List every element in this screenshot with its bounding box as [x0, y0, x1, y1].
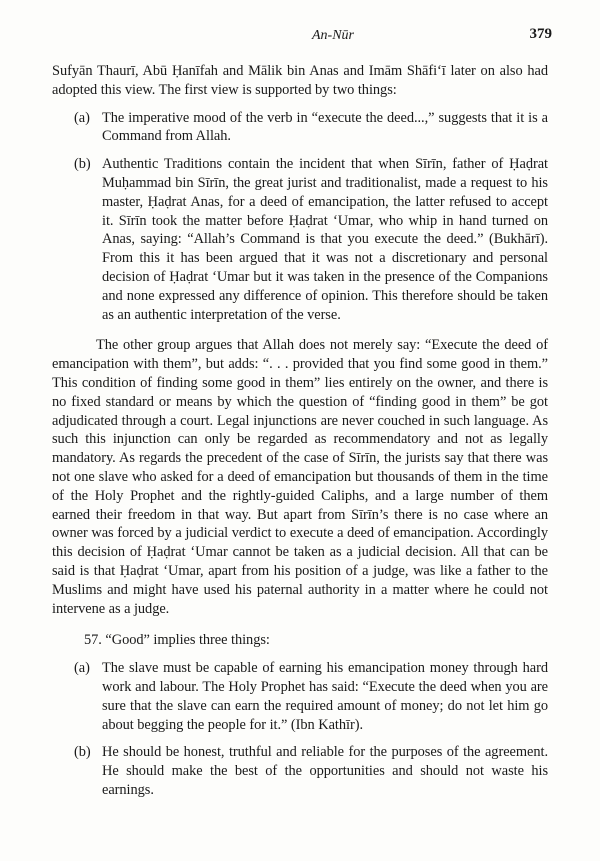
- list-marker: (b): [74, 156, 91, 173]
- list-item: [52, 659, 548, 734]
- good-points: [52, 659, 548, 800]
- first-view-points: [52, 109, 548, 325]
- note-57-heading: 57. “Good” implies three things:: [84, 632, 270, 649]
- list-marker: (a): [74, 660, 90, 677]
- list-item: [52, 109, 548, 147]
- list-item-text: Authentic Traditions contain the incident that when Sīrīn, father of Ḥaḍrat Muḥammad bin Sīrīn, the great jurist and traditionalist, made a request to his master, Ḥaḍrat Anas, for a deed of emancipation, the latter refused to accept it. Sīrīn took the matter before Ḥaḍrat ‘Umar, who whip in hand turned on Anas, saying: “Allah’s Command is that you execute the deed.” (Bukhārī). From this it has been argued that it was not a discretionary and personal decision of Ḥaḍrat ‘Umar but it was taken in the presence of the Companions and none expressed any difference of opinion. This therefore should be taken as an authentic interpretation of the verse.: [102, 156, 548, 323]
- list-item-text: He should be honest, truthful and reliable for the purposes of the agreement. He should make the best of the opportunities and should not waste his earnings.: [102, 744, 548, 798]
- running-head: [0, 28, 600, 48]
- opening-paragraph: Sufyān Thaurī, Abū Ḥanīfah and Mālik bin Anas and Imām Shāfi‘ī later on also had adopted this view. The first view is supported by two things:: [52, 63, 548, 98]
- second-view-paragraph: The other group argues that Allah does not merely say: “Execute the deed of emancipation with them”, but adds: “. . . provided that you find some good in them.” This condition of finding some good in them” lies entirely on the owner, and there is no fixed standard or means by which the question of “finding good in them” be got adjudicated through a court. Legal injunctions are never couched in such language. As such this injunction can only be regarded as recommendatory and not as legally mandatory. As regards the precedent of the case of Sīrīn, the jurists say that there was not one slave who asked for a deed of emancipation but thousands of them in the time of the Holy Prophet and the rightly-guided Caliphs, and a large number of them earned their freedom in that way. But apart from Sīrīn’s there is no case where an owner was forced by a judicial verdict to execute a deed of emancipation. Accordingly this decision of Ḥaḍrat ‘Umar cannot be taken as a judicial decision. All that can be said is that Ḥaḍrat ‘Umar, apart from his position of a judge, was like a father to the Muslims and might have used his paternal authority in a matter where he could not intervene as a judge.: [52, 337, 548, 617]
- surah-title: An-Nūr: [312, 28, 354, 43]
- page-body: [52, 62, 548, 800]
- list-item: [52, 155, 548, 324]
- list-item-text: The imperative mood of the verb in “execute the deed...,” suggests that it is a Command from Allah.: [102, 109, 548, 145]
- list-marker: (b): [74, 744, 91, 761]
- list-marker: (a): [74, 109, 90, 126]
- list-item-text: The slave must be capable of earning his emancipation money through hard work and labour. The Holy Prophet has said: “Execute the deed when you are sure that the slave can earn the required amount of money; do not let him go about begging the people for it.” (Ibn Kathīr).: [102, 660, 548, 733]
- list-item: [52, 743, 548, 799]
- page-number: 379: [529, 26, 552, 42]
